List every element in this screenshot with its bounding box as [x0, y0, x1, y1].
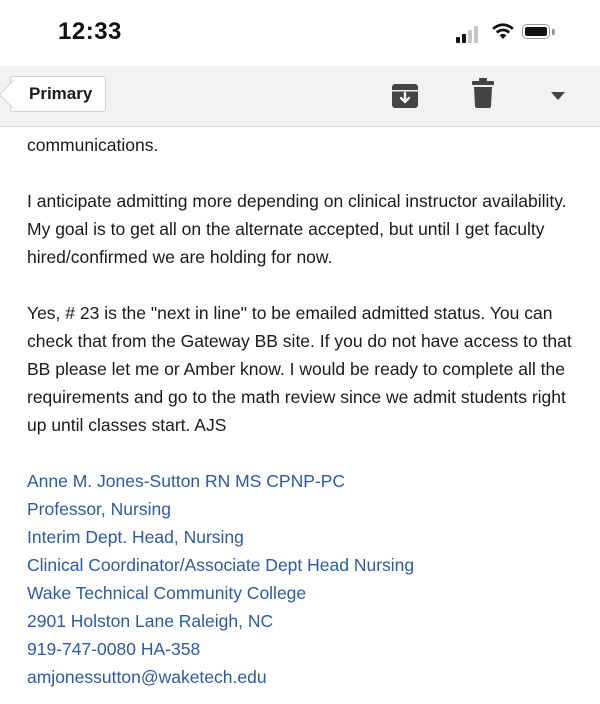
battery-icon	[522, 24, 556, 41]
email-paragraph-1: I anticipate admitting more depending on clinical instructor availability. My goal is to get all on the alternate accepted, but until I get faculty hired/confirmed we are holding for now.	[27, 191, 567, 267]
wifi-icon	[491, 22, 515, 40]
signature-title-interim: Interim Dept. Head, Nursing	[27, 527, 244, 547]
signature-title-professor: Professor, Nursing	[27, 499, 171, 519]
clock-time: 12:33	[58, 18, 122, 45]
signature-name: Anne M. Jones-Sutton RN MS CPNP-PC	[27, 471, 346, 491]
trash-icon[interactable]	[472, 78, 494, 108]
signature-title-coordinator: Clinical Coordinator/Associate Dept Head Nursing	[27, 555, 415, 575]
email-text-fragment: communications.	[27, 135, 159, 155]
archive-icon[interactable]	[391, 82, 419, 110]
signature-institution[interactable]: Wake Technical Community College	[27, 583, 307, 603]
email-body	[27, 126, 577, 691]
signature-phone-link[interactable]: 919-747-0080 HA-358	[27, 639, 201, 659]
signature-address-link[interactable]: 2901 Holston Lane Raleigh, NC	[27, 611, 274, 631]
signature-email-link[interactable]: amjonessutton@waketech.edu	[27, 667, 267, 687]
email-paragraph-2: Yes, # 23 is the "next in line" to be emailed admitted status. You can check that from the Gateway BB site. If you do not have access to that BB please let me or Amber know. I would be ready to complete all the requirements and go to the math review since we admit students right up until classes start. AJS	[27, 303, 572, 435]
status-bar	[0, 0, 600, 66]
email-signature	[27, 467, 577, 691]
email-toolbar	[0, 66, 600, 127]
back-button-label: Primary	[29, 84, 93, 103]
back-to-primary-button[interactable]	[10, 76, 106, 112]
chevron-down-icon[interactable]	[549, 90, 567, 102]
cellular-signal-icon	[456, 25, 484, 43]
